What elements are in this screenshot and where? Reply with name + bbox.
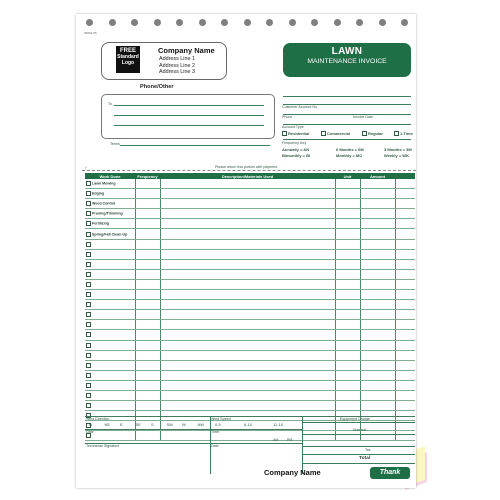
work-done-cell[interactable] bbox=[85, 360, 135, 370]
table-cell bbox=[395, 401, 415, 411]
table-cell bbox=[335, 269, 360, 279]
work-checkbox[interactable] bbox=[86, 262, 91, 267]
table-cell bbox=[360, 279, 395, 289]
work-done-cell[interactable] bbox=[85, 279, 135, 289]
work-table bbox=[85, 173, 415, 441]
table-cell bbox=[360, 239, 395, 249]
table-cell bbox=[160, 279, 335, 289]
work-done-cell[interactable] bbox=[85, 330, 135, 340]
table-cell bbox=[360, 290, 395, 300]
logo-line2: Standard bbox=[117, 54, 139, 60]
work-done-label: Pruning/Trimming bbox=[92, 211, 123, 216]
phone-label: Phone bbox=[282, 115, 293, 119]
table-cell bbox=[160, 320, 335, 330]
table-cell bbox=[135, 279, 160, 289]
binder-hole bbox=[154, 19, 161, 26]
binder-hole bbox=[379, 19, 386, 26]
banner-title: LAWN bbox=[331, 46, 363, 57]
wind-speed-6-10[interactable]: 6-10 bbox=[244, 422, 253, 427]
binder-hole bbox=[244, 19, 251, 26]
table-row bbox=[85, 310, 415, 320]
table-cell bbox=[335, 320, 360, 330]
table-cell bbox=[135, 300, 160, 310]
freq-bimonthly: Bimonthly = BI bbox=[282, 153, 311, 158]
table-cell bbox=[335, 380, 360, 390]
invoice-date-label: Invoice Date bbox=[353, 115, 373, 119]
table-cell bbox=[395, 269, 415, 279]
table-cell bbox=[335, 290, 360, 300]
col-amount: Amount bbox=[369, 173, 386, 179]
wind-direction-label: Wind Direction bbox=[86, 417, 110, 421]
table-row bbox=[85, 239, 415, 249]
work-done-cell[interactable] bbox=[85, 219, 135, 229]
table-cell bbox=[135, 269, 160, 279]
table-cell bbox=[135, 290, 160, 300]
table-cell bbox=[360, 360, 395, 370]
return-note: Please return this portion with payment. bbox=[215, 165, 279, 169]
subtotal-label: Subtotal bbox=[353, 428, 367, 432]
freq-weekly: Weekly = WK bbox=[384, 153, 409, 158]
work-checkbox[interactable] bbox=[86, 343, 91, 348]
work-done-cell[interactable] bbox=[85, 209, 135, 219]
table-row bbox=[85, 199, 415, 209]
table-cell bbox=[360, 189, 395, 199]
table-cell bbox=[160, 239, 335, 249]
logo bbox=[116, 46, 140, 73]
work-done-cell[interactable] bbox=[85, 380, 135, 390]
table-cell bbox=[135, 380, 160, 390]
address-line-3: Address Line 3 bbox=[159, 69, 195, 75]
table-cell bbox=[160, 380, 335, 390]
table-cell bbox=[335, 310, 360, 320]
pm-label: PM bbox=[287, 438, 293, 442]
thank-you-badge bbox=[370, 467, 410, 479]
technician-signature-label: Technician Signature bbox=[86, 444, 120, 448]
banner-subtitle: MAINTENANCE INVOICE bbox=[307, 58, 387, 65]
terms-label: Terms bbox=[110, 142, 120, 146]
table-row bbox=[85, 189, 415, 199]
table-row bbox=[85, 330, 415, 340]
work-checkbox[interactable] bbox=[86, 302, 91, 307]
table-cell bbox=[395, 239, 415, 249]
to-label: To bbox=[108, 102, 112, 106]
binder-hole bbox=[401, 19, 408, 26]
work-done-cell[interactable] bbox=[85, 290, 135, 300]
form-code: 06562-05 bbox=[84, 31, 97, 35]
work-done-label: Weed Control bbox=[92, 201, 116, 206]
work-done-cell[interactable] bbox=[85, 401, 135, 411]
work-checkbox[interactable] bbox=[86, 393, 91, 398]
work-done-cell[interactable] bbox=[85, 259, 135, 269]
work-checkbox[interactable] bbox=[86, 353, 91, 358]
table-cell bbox=[395, 229, 415, 239]
wind-speed-0-5[interactable]: 0-5 bbox=[215, 422, 221, 427]
table-row bbox=[85, 279, 415, 289]
table-cell bbox=[135, 199, 160, 209]
col-unit: Unit bbox=[343, 173, 352, 179]
binder-hole bbox=[289, 19, 296, 26]
table-cell bbox=[395, 219, 415, 229]
table-cell bbox=[335, 209, 360, 219]
table-cell bbox=[160, 340, 335, 350]
wind-direction-option[interactable]: S bbox=[151, 422, 154, 427]
account-type-commercial[interactable]: Commercial bbox=[321, 131, 350, 136]
col-description: Description/Materials Used bbox=[221, 173, 274, 179]
work-done-cell[interactable] bbox=[85, 179, 135, 189]
table-cell bbox=[335, 431, 360, 441]
table-cell bbox=[160, 290, 335, 300]
table-cell bbox=[395, 370, 415, 380]
table-cell bbox=[135, 360, 160, 370]
work-done-cell[interactable] bbox=[85, 229, 135, 239]
table-cell bbox=[360, 219, 395, 229]
work-checkbox[interactable] bbox=[86, 282, 91, 287]
table-cell bbox=[395, 259, 415, 269]
work-done-cell[interactable] bbox=[85, 300, 135, 310]
table-cell bbox=[160, 300, 335, 310]
binder-hole bbox=[86, 19, 93, 26]
binder-hole bbox=[176, 19, 183, 26]
table-cell bbox=[135, 249, 160, 259]
work-done-cell[interactable] bbox=[85, 269, 135, 279]
table-cell bbox=[335, 179, 360, 189]
work-checkbox[interactable] bbox=[86, 201, 91, 206]
table-cell bbox=[160, 390, 335, 400]
table-cell bbox=[360, 340, 395, 350]
work-done-cell[interactable] bbox=[85, 249, 135, 259]
table-cell bbox=[395, 310, 415, 320]
table-cell bbox=[160, 401, 335, 411]
table-cell bbox=[335, 229, 360, 239]
freq-6-months: 6 Months = 6M bbox=[336, 147, 364, 152]
work-checkbox[interactable] bbox=[86, 292, 91, 297]
table-row bbox=[85, 370, 415, 380]
table-cell bbox=[135, 219, 160, 229]
date2-label: Date bbox=[211, 444, 219, 448]
work-done-label: Fertilizing bbox=[92, 221, 109, 226]
work-checkbox[interactable] bbox=[86, 181, 91, 186]
table-cell bbox=[395, 199, 415, 209]
table-cell bbox=[135, 431, 160, 441]
freq-annually: Annually = AN bbox=[282, 147, 310, 152]
table-cell bbox=[395, 330, 415, 340]
work-done-cell[interactable] bbox=[85, 390, 135, 400]
work-done-label: Lawn Mowing bbox=[92, 181, 116, 186]
table-cell bbox=[160, 209, 335, 219]
wind-direction-option[interactable]: W bbox=[182, 422, 186, 427]
table-row bbox=[85, 300, 415, 310]
table-cell bbox=[360, 229, 395, 239]
table-cell bbox=[135, 259, 160, 269]
invoice-banner bbox=[283, 43, 411, 77]
table-cell bbox=[395, 290, 415, 300]
table-cell bbox=[135, 310, 160, 320]
account-type-regular[interactable]: Regular bbox=[362, 131, 383, 136]
table-cell bbox=[395, 249, 415, 259]
table-cell bbox=[135, 340, 160, 350]
table-cell bbox=[395, 431, 415, 441]
table-cell bbox=[335, 279, 360, 289]
binder-hole bbox=[199, 19, 206, 26]
work-done-cell[interactable] bbox=[85, 189, 135, 199]
work-checkbox[interactable] bbox=[86, 373, 91, 378]
table-cell bbox=[395, 340, 415, 350]
to-box bbox=[101, 94, 275, 139]
freq-3-months: 3 Months = 3M bbox=[384, 147, 412, 152]
table-cell bbox=[395, 360, 415, 370]
table-row bbox=[85, 229, 415, 239]
work-checkbox[interactable] bbox=[86, 363, 91, 368]
table-cell bbox=[135, 189, 160, 199]
work-checkbox[interactable] bbox=[86, 221, 91, 226]
table-cell bbox=[160, 189, 335, 199]
table-cell bbox=[335, 199, 360, 209]
table-cell bbox=[160, 229, 335, 239]
table-cell bbox=[335, 249, 360, 259]
binder-hole bbox=[266, 19, 273, 26]
table-cell bbox=[395, 300, 415, 310]
table-cell bbox=[160, 199, 335, 209]
binder-hole bbox=[221, 19, 228, 26]
table-row bbox=[85, 259, 415, 269]
wind-direction-option[interactable]: SW bbox=[166, 422, 173, 427]
address-line-2: Address Line 2 bbox=[159, 62, 195, 69]
date-label: Date bbox=[86, 430, 94, 434]
table-cell bbox=[395, 350, 415, 360]
table-cell bbox=[360, 370, 395, 380]
table-row bbox=[85, 360, 415, 370]
table-row bbox=[85, 380, 415, 390]
table-cell bbox=[395, 390, 415, 400]
table-cell bbox=[335, 259, 360, 269]
work-done-cell[interactable] bbox=[85, 370, 135, 380]
work-checkbox[interactable] bbox=[86, 191, 91, 196]
table-cell bbox=[160, 249, 335, 259]
address-line-1: Address Line 1 bbox=[159, 56, 195, 62]
table-cell bbox=[360, 249, 395, 259]
invoice-sheet bbox=[76, 14, 416, 488]
table-cell bbox=[135, 320, 160, 330]
logo-line1: FREE bbox=[119, 48, 136, 54]
table-row bbox=[85, 350, 415, 360]
table-cell bbox=[360, 401, 395, 411]
work-checkbox[interactable] bbox=[86, 332, 91, 337]
table-cell bbox=[335, 360, 360, 370]
binder-hole bbox=[109, 19, 116, 26]
table-row bbox=[85, 290, 415, 300]
work-checkbox[interactable] bbox=[86, 322, 91, 327]
table-cell bbox=[395, 380, 415, 390]
wind-speed-11-15[interactable]: 11-15 bbox=[273, 422, 283, 427]
table-cell bbox=[335, 340, 360, 350]
table-cell bbox=[360, 179, 395, 189]
table-cell bbox=[135, 350, 160, 360]
work-done-label: Spring/Fall Clean-Up bbox=[92, 231, 128, 236]
am-label: AM bbox=[273, 438, 279, 442]
total-label: Total bbox=[359, 456, 371, 461]
table-cell bbox=[135, 179, 160, 189]
table-cell bbox=[395, 179, 415, 189]
perforation-line bbox=[82, 170, 416, 171]
table-cell bbox=[360, 269, 395, 279]
table-row bbox=[85, 390, 415, 400]
logo-line3: Logo bbox=[121, 60, 135, 66]
work-done-cell[interactable] bbox=[85, 350, 135, 360]
wind-direction-option[interactable]: E bbox=[120, 422, 123, 427]
col-work-done: Work Done bbox=[99, 173, 121, 179]
table-cell bbox=[360, 431, 395, 441]
table-row bbox=[85, 209, 415, 219]
work-done-cell[interactable] bbox=[85, 310, 135, 320]
work-done-cell[interactable] bbox=[85, 340, 135, 350]
table-cell bbox=[135, 390, 160, 400]
work-checkbox[interactable] bbox=[86, 242, 91, 247]
work-checkbox[interactable] bbox=[86, 232, 91, 237]
table-cell bbox=[395, 189, 415, 199]
table-cell bbox=[360, 310, 395, 320]
table-row bbox=[85, 401, 415, 411]
table-cell bbox=[335, 239, 360, 249]
frequency-key-label: Frequency Key bbox=[282, 141, 307, 145]
phone-other: Phone/Other bbox=[140, 84, 174, 90]
table-cell bbox=[335, 300, 360, 310]
table-cell bbox=[160, 360, 335, 370]
company-name: Company Name bbox=[158, 46, 215, 55]
footer-company-name: Company Name bbox=[264, 468, 321, 477]
table-row bbox=[85, 249, 415, 259]
thank-text: Thank bbox=[379, 469, 401, 476]
table-cell bbox=[160, 179, 335, 189]
table-row bbox=[85, 431, 415, 441]
table-cell bbox=[360, 259, 395, 269]
equipment-charge-label: Equipment Charge bbox=[340, 417, 370, 421]
work-checkbox[interactable] bbox=[86, 403, 91, 408]
tax-label: Tax bbox=[365, 448, 371, 452]
binder-hole bbox=[311, 19, 318, 26]
table-cell bbox=[335, 330, 360, 340]
table-cell bbox=[335, 390, 360, 400]
table-cell bbox=[360, 390, 395, 400]
table-cell bbox=[160, 330, 335, 340]
work-checkbox[interactable] bbox=[86, 312, 91, 317]
table-cell bbox=[360, 199, 395, 209]
table-cell bbox=[160, 431, 335, 441]
col-frequency: Frequency bbox=[137, 173, 158, 179]
wind-speed-label: Wind Speed bbox=[211, 417, 231, 421]
table-cell bbox=[135, 239, 160, 249]
table-cell bbox=[135, 209, 160, 219]
table-row bbox=[85, 219, 415, 229]
work-table-body bbox=[85, 179, 415, 441]
time-label: Time bbox=[211, 430, 219, 434]
work-done-cell[interactable] bbox=[85, 199, 135, 209]
work-checkbox[interactable] bbox=[86, 383, 91, 388]
table-cell bbox=[160, 269, 335, 279]
table-cell bbox=[335, 350, 360, 360]
work-done-cell[interactable] bbox=[85, 320, 135, 330]
table-cell bbox=[360, 209, 395, 219]
table-cell bbox=[360, 300, 395, 310]
table-cell bbox=[135, 401, 160, 411]
wind-direction-option[interactable]: N bbox=[89, 422, 92, 427]
customer-account-label: Customer Account No. bbox=[282, 105, 318, 109]
scissor-mark: › bbox=[85, 165, 87, 171]
binder-hole bbox=[131, 19, 138, 26]
table-cell bbox=[395, 209, 415, 219]
account-type-one-time[interactable]: 1-Time bbox=[394, 131, 413, 136]
table-cell bbox=[360, 330, 395, 340]
work-checkbox[interactable] bbox=[86, 252, 91, 257]
table-cell bbox=[160, 310, 335, 320]
table-cell bbox=[335, 401, 360, 411]
table-cell bbox=[360, 380, 395, 390]
wind-direction-option[interactable]: NW bbox=[197, 422, 205, 427]
binder-hole bbox=[356, 19, 363, 26]
table-cell bbox=[160, 370, 335, 380]
account-type-label: Account Type bbox=[282, 125, 304, 129]
table-row bbox=[85, 179, 415, 189]
work-checkbox[interactable] bbox=[86, 433, 91, 438]
company-box bbox=[101, 42, 227, 80]
binder-hole bbox=[334, 19, 341, 26]
table-cell bbox=[160, 219, 335, 229]
table-cell bbox=[335, 219, 360, 229]
table-cell bbox=[360, 320, 395, 330]
wind-direction-option[interactable]: SE bbox=[135, 422, 141, 427]
work-checkbox[interactable] bbox=[86, 211, 91, 216]
table-cell bbox=[395, 279, 415, 289]
table-row bbox=[85, 269, 415, 279]
table-cell bbox=[135, 370, 160, 380]
table-cell bbox=[135, 229, 160, 239]
table-cell bbox=[335, 370, 360, 380]
table-cell bbox=[395, 320, 415, 330]
table-cell bbox=[160, 259, 335, 269]
table-cell bbox=[360, 350, 395, 360]
freq-monthly: Monthly = MO bbox=[336, 153, 363, 158]
table-row bbox=[85, 340, 415, 350]
work-checkbox[interactable] bbox=[86, 272, 91, 277]
wind-direction-option[interactable]: NE bbox=[104, 422, 111, 427]
table-row bbox=[85, 320, 415, 330]
work-done-cell[interactable] bbox=[85, 239, 135, 249]
table-cell bbox=[160, 350, 335, 360]
table-cell bbox=[135, 330, 160, 340]
work-done-label: Edging bbox=[92, 191, 105, 196]
account-type-residential[interactable]: Residential bbox=[282, 131, 309, 136]
table-cell bbox=[335, 189, 360, 199]
